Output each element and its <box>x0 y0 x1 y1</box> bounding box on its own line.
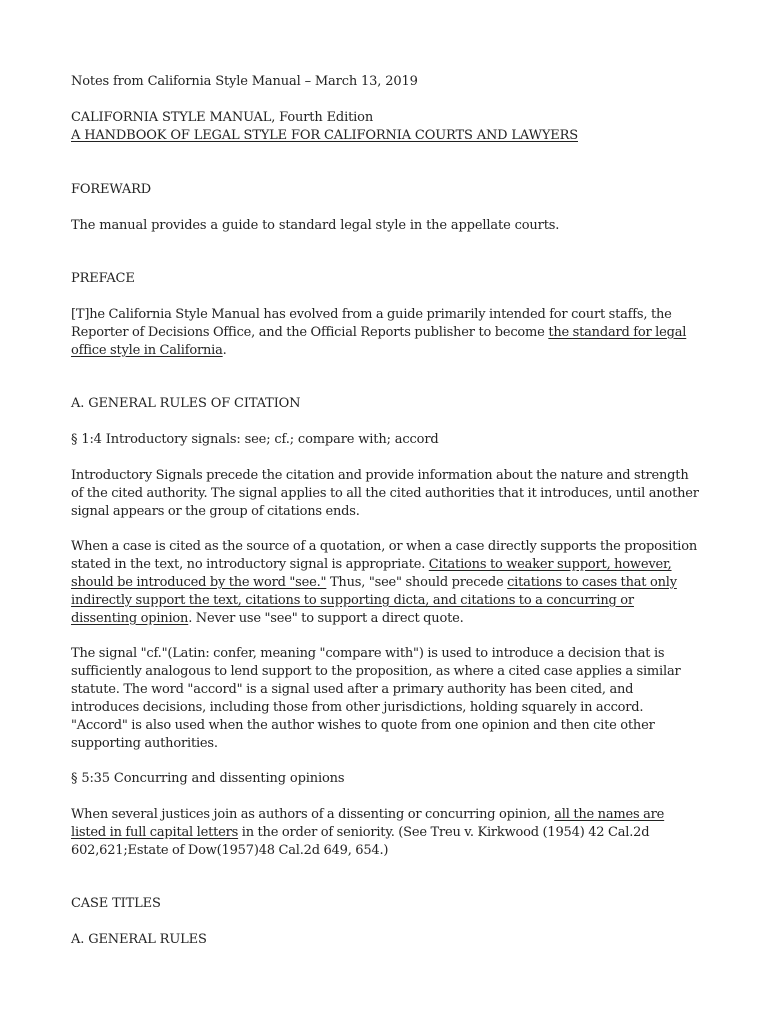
preface-text-after: . <box>222 343 227 358</box>
general-rules-heading: A. GENERAL RULES <box>71 932 207 947</box>
see-text-e: . Never use "see" to support a direct quote. <box>188 611 464 626</box>
preface-heading: PREFACE <box>71 271 135 286</box>
concurring-text-c: in the order of seniority. (See Treu v. Kirkwood (1954) 42 Cal.2d 602,621;Estate of Dow(1957)48 Cal.2d 649, 654.) <box>71 825 650 858</box>
manual-subtitle: A HANDBOOK OF LEGAL STYLE FOR CALIFORNIA COURTS AND LAWYERS <box>71 128 578 143</box>
subsection-5-35-heading: § 5:35 Concurring and dissenting opinions <box>71 771 345 786</box>
foreward-text: The manual provides a guide to standard legal style in the appellate courts. <box>71 218 560 233</box>
preface-text-before: [T]he California Style Manual has evolved from a guide primarily intended for court staffs, the Reporter of Decisions Office, and the Official Reports publisher to become <box>71 307 672 340</box>
see-signal-paragraph <box>71 538 701 628</box>
section-a-heading: A. GENERAL RULES OF CITATION <box>71 396 301 411</box>
see-text-a: When a case is cited as the source of a quotation, or when a case directly supports the proposition stated in the text, no introductory signal is appropriate. <box>71 539 697 572</box>
preface-paragraph <box>71 306 701 360</box>
cf-accord-paragraph: The signal "cf."(Latin: confer, meaning "compare with") is used to introduce a decision that is sufficiently analogous to lend support to the proposition, as where a cited case applies a similar statute. The word "accord" is a signal used after a primary authority has been cited, and introduces decisions, including those from other jurisdictions, holding squarely in accord. "Accord" is also used when the author wishes to quote from one opinion and then cite other supporting authorities. <box>71 646 681 751</box>
concurring-text-a: When several justices join as authors of a dissenting or concurring opinion, <box>71 807 555 822</box>
subsection-1-4-heading: § 1:4 Introductory signals: see; cf.; compare with; accord <box>71 432 439 447</box>
see-text-d: citations to cases that only indirectly support the text, citations to supporting dicta, and citations to a concurring or dissenting opinion <box>71 575 677 626</box>
intro-signals-paragraph: Introductory Signals precede the citation and provide information about the nature and strength of the cited authority. The signal applies to all the cited authorities that it introduces, until another signal appears or the group of citations ends. <box>71 468 699 519</box>
preface-text-underlined: the standard for legal office style in California <box>71 325 687 358</box>
case-titles-heading: CASE TITLES <box>71 896 161 911</box>
foreward-heading: FOREWARD <box>71 182 152 197</box>
concurring-text-b: all the names are listed in full capital letters <box>71 807 665 840</box>
manual-title: CALIFORNIA STYLE MANUAL, Fourth Edition <box>71 110 374 125</box>
concurring-paragraph <box>71 806 701 860</box>
see-text-b: Citations to weaker support, however, should be introduced by the word "see." <box>71 557 672 590</box>
see-text-c: Thus, "see" should precede <box>326 575 508 590</box>
notes-title: Notes from California Style Manual – March 13, 2019 <box>71 74 418 89</box>
